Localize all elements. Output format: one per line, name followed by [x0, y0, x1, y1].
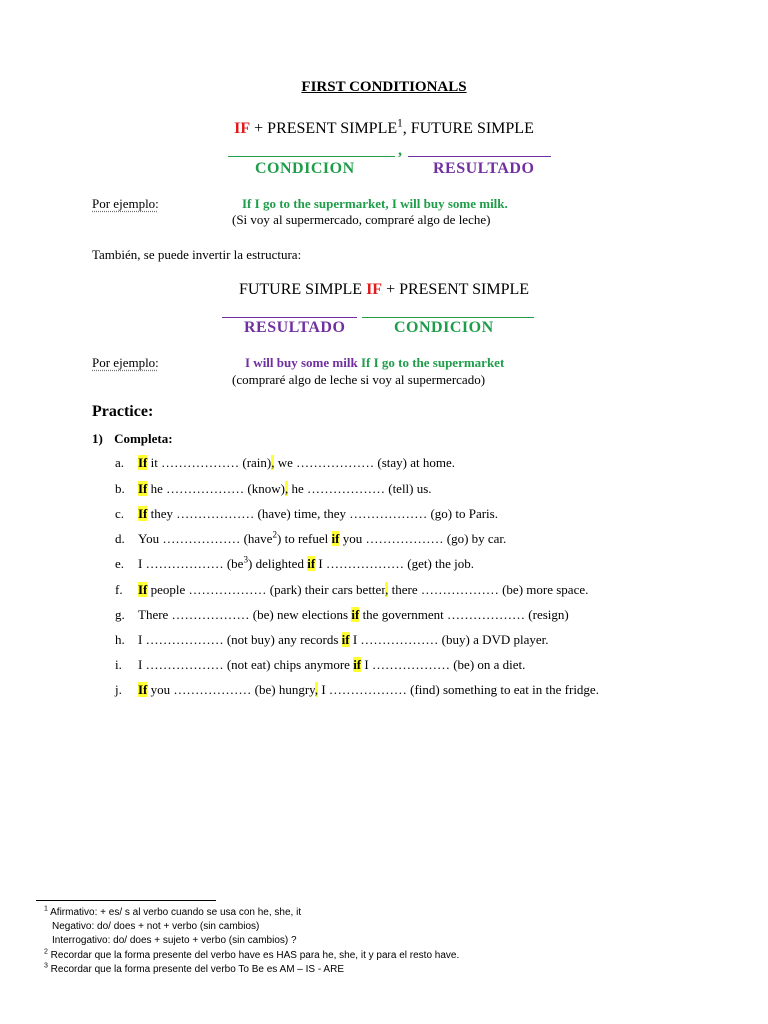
exercise-label: Completa: [114, 431, 173, 446]
item-letter: i. [115, 657, 122, 672]
item-text: you ……………… (go) by car. [339, 531, 507, 546]
footnote-ref-1: 1 [397, 117, 403, 130]
if-keyword: IF [366, 281, 383, 298]
example-label: Por ejemplo: [92, 196, 159, 211]
item-letter: g. [115, 607, 125, 622]
item-text: he ……………… (tell) us. [288, 481, 432, 496]
if-highlight: if [353, 657, 362, 672]
item-text: I ……………… (be [138, 556, 244, 571]
practice-heading: Practice: [92, 403, 154, 420]
if-highlight: If [138, 582, 148, 597]
item-text: the government ……………… (resign) [359, 607, 569, 622]
comma-highlight: , [271, 455, 275, 470]
item-text: you ……………… (be) hungry [147, 682, 315, 697]
footnote-text: Recordar que la forma presente del verbo To Be es AM – IS - ARE [47, 964, 344, 975]
example-translation: (Si voy al supermercado, compraré algo de leche) [232, 212, 491, 227]
item-letter: f. [115, 582, 123, 597]
item-text: they ……………… (have) time, they ……………… (go) to Paris. [147, 506, 498, 521]
item-letter: j. [115, 682, 122, 697]
footnote-number: 3 [44, 962, 48, 970]
item-letter: h. [115, 632, 125, 647]
if-highlight: If [138, 506, 148, 521]
footnote-ref-2: 2 [272, 529, 278, 540]
footnote-1-line-2: Negativo: do/ does + not + verbo (sin cambios) [52, 921, 260, 932]
resultado-underline [408, 156, 551, 157]
comma-highlight: , [284, 481, 289, 496]
item-letter: e. [115, 556, 125, 571]
item-text: ) to refuel [277, 531, 332, 546]
footnote-1-line-3: Interrogativo: do/ does + sujeto + verbo (sin cambios) ? [52, 935, 297, 946]
example-label: Por ejemplo: [92, 355, 159, 370]
formula-comma: , [398, 142, 402, 159]
comma-highlight: , [314, 682, 319, 697]
resultado-label: RESULTADO [433, 160, 535, 177]
if-highlight: if [341, 632, 350, 647]
example-sentence: If I go to the supermarket, I will buy some milk. [242, 196, 508, 211]
formula-if-first [0, 117, 768, 138]
example-result-part: I will buy some milk [245, 355, 358, 370]
item-letter: a. [115, 455, 125, 470]
item-text: There ……………… (be) new elections [138, 607, 352, 622]
formula-present-simple: + PRESENT SIMPLE [250, 120, 398, 137]
footnote-text: Afirmativo: + es/ s al verbo cuando se usa con he, she, it [47, 907, 302, 918]
example-sentence [245, 355, 504, 371]
footnote-3 [44, 964, 344, 975]
footnote-number: 2 [44, 948, 48, 956]
if-highlight: if [307, 556, 316, 571]
item-letter: c. [115, 506, 125, 521]
item-letter: d. [115, 531, 125, 546]
footnote-1 [44, 907, 301, 918]
exercise-title [92, 431, 173, 447]
condicion-underline [362, 317, 534, 318]
example-translation: (compraré algo de leche si voy al supermercado) [232, 372, 486, 387]
if-keyword: IF [234, 120, 251, 137]
item-text: people ……………… (park) their cars better [147, 582, 386, 597]
formula-present-simple: + PRESENT SIMPLE [382, 281, 530, 298]
item-text: I ……………… (find) something to eat in the fridge. [318, 682, 599, 697]
item-text: You ……………… (have [138, 531, 273, 546]
item-text: it ……………… (rain) [147, 455, 272, 470]
footnote-number: 1 [44, 905, 48, 913]
item-text: I ……………… (get) the job. [315, 556, 475, 571]
resultado-label: RESULTADO [244, 319, 346, 336]
item-text: he ……………… (know) [147, 481, 285, 496]
footnote-ref-3: 3 [243, 554, 248, 565]
page-title: FIRST CONDITIONALS [301, 79, 467, 95]
example-condition-part: If I go to the supermarket [357, 355, 505, 370]
item-text: there ……………… (be) more space. [388, 582, 589, 597]
if-highlight: if [331, 531, 340, 546]
item-text: I ……………… (not buy) any records [138, 632, 342, 647]
footnote-2 [44, 950, 459, 961]
if-highlight: If [138, 682, 148, 697]
footnote-divider [36, 900, 216, 901]
exercise-number: 1) [92, 431, 103, 446]
if-highlight: If [138, 455, 148, 470]
item-text: we ……………… (stay) at home. [274, 455, 456, 470]
formula-future-simple: FUTURE SIMPLE [238, 281, 367, 298]
invert-note: También, se puede invertir la estructura: [92, 247, 302, 262]
item-text: I ……………… (buy) a DVD player. [349, 632, 549, 647]
condicion-label: CONDICION [255, 160, 355, 177]
if-highlight: If [138, 481, 148, 496]
formula-future-simple: , FUTURE SIMPLE [402, 120, 534, 137]
item-letter: b. [115, 481, 125, 496]
condicion-underline [228, 156, 395, 157]
footnote-text: Recordar que la forma presente del verbo have es HAS para he, she, it y para el resto have. [47, 950, 460, 961]
resultado-underline [222, 317, 357, 318]
item-text: ) delighted [247, 556, 308, 571]
formula-future-first [0, 281, 768, 299]
condicion-label: CONDICION [394, 319, 494, 336]
item-text: I ……………… (be) on a diet. [361, 657, 526, 672]
comma-highlight: , [385, 582, 389, 597]
item-text: I ……………… (not eat) chips anymore [138, 657, 354, 672]
if-highlight: if [351, 607, 360, 622]
